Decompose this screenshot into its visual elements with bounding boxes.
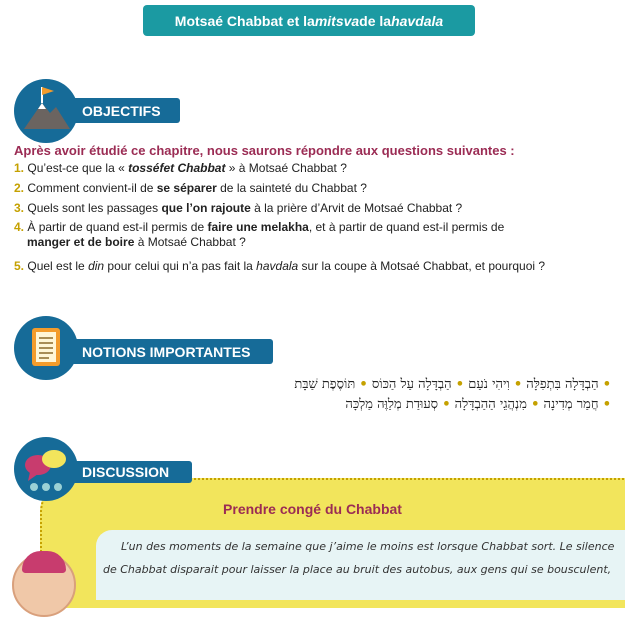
- discussion-title: Prendre congé du Chabbat: [223, 501, 402, 517]
- question-3: 3. Quels sont les passages que l’on rajoute à la prière d’Arvit de Motsaé Chabbat ?: [14, 201, 463, 215]
- question-5: 5. Quel est le din pour celui qui n’a pas fait la havdala sur la coupe à Motsaé Chabbat, et pourquoi ?: [14, 259, 546, 273]
- notions-line-1: • הַבְדָּלָה בִּתְפִלָּה • וִיהִי נֹעַם • הַבְדָּלָה עַל הַכּוֹס • תּוֹסֶפֶת שַׁבָּת: [294, 377, 611, 392]
- discussion-header: DISCUSSION: [72, 461, 192, 483]
- question-4: 4. À partir de quand est-il permis de faire une melakha, et à partir de quand est-il permis de manger et de boire à Motsaé Chabbat ?: [14, 220, 505, 249]
- notions-header: NOTIONS IMPORTANTES: [72, 339, 273, 364]
- objectifs-intro: Après avoir étudié ce chapitre, nous saurons répondre aux questions suivantes :: [14, 143, 515, 158]
- chapter-title: Motsaé Chabbat et la mitsva de la havdala: [143, 5, 475, 36]
- question-2: 2. Comment convient-il de se séparer de la sainteté du Chabbat ?: [14, 181, 367, 195]
- story-line-1: L’un des moments de la semaine que j’aime le moins est lorsque Chabbat sort. Le silence: [121, 540, 615, 553]
- speech-bubbles-icon: [14, 437, 78, 501]
- story-line-2: de Chabbat disparait pour laisser la place au bruit des autobus, aux gens qui se bousculent,: [103, 563, 612, 576]
- question-1: 1. Qu’est-ce que la « tosséfet Chabbat » à Motsaé Chabbat ?: [14, 161, 347, 175]
- mountain-flag-icon: [14, 79, 78, 143]
- objectifs-header: OBJECTIFS: [72, 98, 180, 123]
- notions-line-2: • חֲמַר מְדִינָה • מִנְהֲגֵי הַהַבְדָּלָה • סְעוּדַת מְלַוֶּה מַלְכָּה: [345, 397, 611, 412]
- document-icon: [14, 316, 78, 380]
